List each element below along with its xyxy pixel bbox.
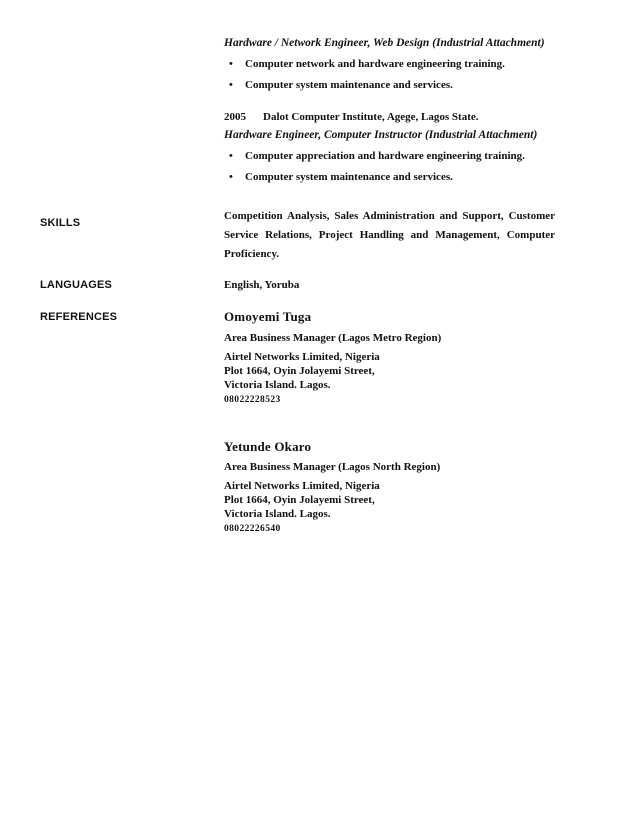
- bullet-dot-icon: •: [229, 171, 233, 183]
- role-title: Hardware Engineer, Computer Instructor (Industrial Attachment): [224, 129, 538, 141]
- list-item: [229, 79, 453, 91]
- reference-phone: 08022228523: [224, 395, 281, 405]
- list-item-text: Computer system maintenance and services.: [245, 171, 453, 183]
- skills-text: Competition Analysis, Sales Administration and Support, Customer Service Relations, Project Handling and Management, Computer Proficiency.: [224, 210, 555, 260]
- bullet-dot-icon: •: [229, 150, 233, 162]
- list-item: [229, 171, 453, 183]
- reference-company: Airtel Networks Limited, Nigeria: [224, 351, 380, 363]
- reference-phone: 08022226540: [224, 524, 281, 534]
- reference-address-line: Plot 1664, Oyin Jolayemi Street,: [224, 365, 375, 377]
- list-item: [229, 58, 505, 70]
- section-label-languages: LANGUAGES: [40, 279, 113, 291]
- reference-name: Omoyemi Tuga: [224, 309, 312, 324]
- bullet-dot-icon: •: [229, 79, 233, 91]
- languages-text: English, Yoruba: [224, 279, 300, 291]
- list-item: [229, 150, 525, 162]
- role-title: Hardware / Network Engineer, Web Design (Industrial Attachment): [224, 37, 545, 49]
- experience-institution: Dalot Computer Institute, Agege, Lagos State.: [263, 111, 479, 123]
- reference-title: Area Business Manager (Lagos Metro Region): [224, 332, 442, 344]
- reference-company: Airtel Networks Limited, Nigeria: [224, 480, 380, 492]
- reference-name: Yetunde Okaro: [224, 439, 312, 454]
- list-item-text: Computer system maintenance and services.: [245, 79, 453, 91]
- reference-address-line: Victoria Island. Lagos.: [224, 508, 331, 520]
- experience-year: 2005: [224, 111, 246, 123]
- reference-title: Area Business Manager (Lagos North Region): [224, 461, 441, 473]
- bullet-dot-icon: •: [229, 58, 233, 70]
- list-item-text: Computer appreciation and hardware engineering training.: [245, 150, 525, 162]
- section-label-skills: SKILLS: [40, 217, 81, 229]
- section-label-references: REFERENCES: [40, 311, 118, 323]
- reference-address-line: Plot 1664, Oyin Jolayemi Street,: [224, 494, 375, 506]
- list-item-text: Computer network and hardware engineering training.: [245, 58, 505, 70]
- reference-address-line: Victoria Island. Lagos.: [224, 379, 331, 391]
